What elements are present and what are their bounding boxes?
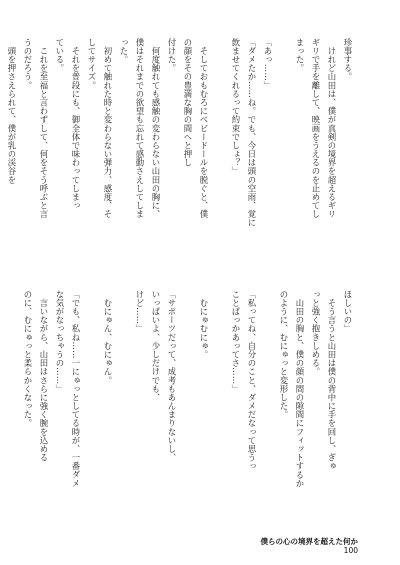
lower-text-line: いっぱいよ、少しだけでも、 [151,290,161,402]
lower-text-line [116,290,132,535]
running-title: 僕らの心の境界を超えた何か [260,537,358,546]
upper-text-line: 「あっ……」 [263,38,273,90]
lower-text-line [260,290,276,535]
upper-text-block [7,38,356,276]
lower-text-line: むにゅん、むにゅん。 [103,290,113,385]
upper-text-line: ている。 [55,38,65,73]
lower-text-line: けど……」 [135,290,145,333]
lower-text-line: そう言うと山田は僕の背中に手を回し、ぎゅ [327,290,337,471]
upper-text-line: 何度触れても感触の変わらない山田の胸に、 [151,38,161,219]
lower-text-block [23,290,356,535]
lower-text-line: 「私ってね、自分のこと、ダメだなって思うっ [247,290,257,471]
upper-text-line [276,38,292,276]
upper-text-line: ギリで手を離して、映画をうえるのを止めてし [311,38,321,219]
lower-text-line [0,290,4,535]
upper-text-line: これを至福と言わずして、何をそう呼ぶと言 [39,38,49,219]
lower-text-line: むにゅむにゅ。 [199,290,209,359]
upper-text-line [212,38,228,276]
page-number: 100 [343,546,358,555]
upper-text-line: 頭を押さえられて、僕が乳の渓谷を [7,38,17,185]
upper-text-line: った。 [119,38,129,64]
upper-text-line: 付けた。 [167,38,177,73]
upper-text-line: うのだろう。 [23,38,33,90]
lower-text-line: 「サポーツだって、成考もあんまりないし、 [167,290,177,462]
upper-text-line: 「ダメたか……ね。でも、今日は頭の空雨、覚に [247,38,257,227]
lower-text-line [4,290,20,535]
upper-text-line: けれど山田は、僕が真剣の境界を超えるギリ [327,38,337,219]
lower-text-line: ほしいの」 [343,290,353,333]
upper-text-line: 僕はそれまでの欲望も忘れて感動さえしてしま [135,38,145,219]
upper-text-line: まった。 [295,38,305,73]
lower-text-line: ことばっかあってさ……」 [231,290,241,394]
lower-text-line: 言いながら、山田はさらに強く腕を込める [39,290,49,462]
upper-text-line: それを普段にも、御全体で味わってしまっ [71,38,81,210]
lower-text-line [180,290,196,535]
lower-text-line [212,290,228,535]
upper-text-line: そしておもむろにベビードールを脱ぐと、僕 [199,38,209,219]
lower-text-line: 「でも、私ね……一にゅっとしてる時が、一番ダメ [71,290,81,488]
lower-text-line: な気がなっちゃうの……」 [55,290,65,394]
upper-text-line: の顔をその豊満な胸の間へと押し [183,38,193,167]
upper-text-line [0,38,4,276]
lower-text-line: っと強く抱きしめる。 [311,290,321,376]
upper-text-line: してサイズ。 [87,38,97,90]
lower-text-line: のに、むにゅっと柔らかくなった。 [23,290,33,428]
upper-text-line: 初めて触れた時と変わらない弾力、感度、そ [103,38,113,219]
upper-text-line: 飲ませてくれるって約束でしょ？」 [231,38,241,176]
lower-text-line: のように、むにゅっと変形した。 [279,290,289,419]
lower-text-line [84,290,100,535]
upper-text-line: 珍事する。 [343,38,353,81]
lower-text-line: 山田の胸と、僕の顔の間の隙間にフィットするか [295,290,305,488]
